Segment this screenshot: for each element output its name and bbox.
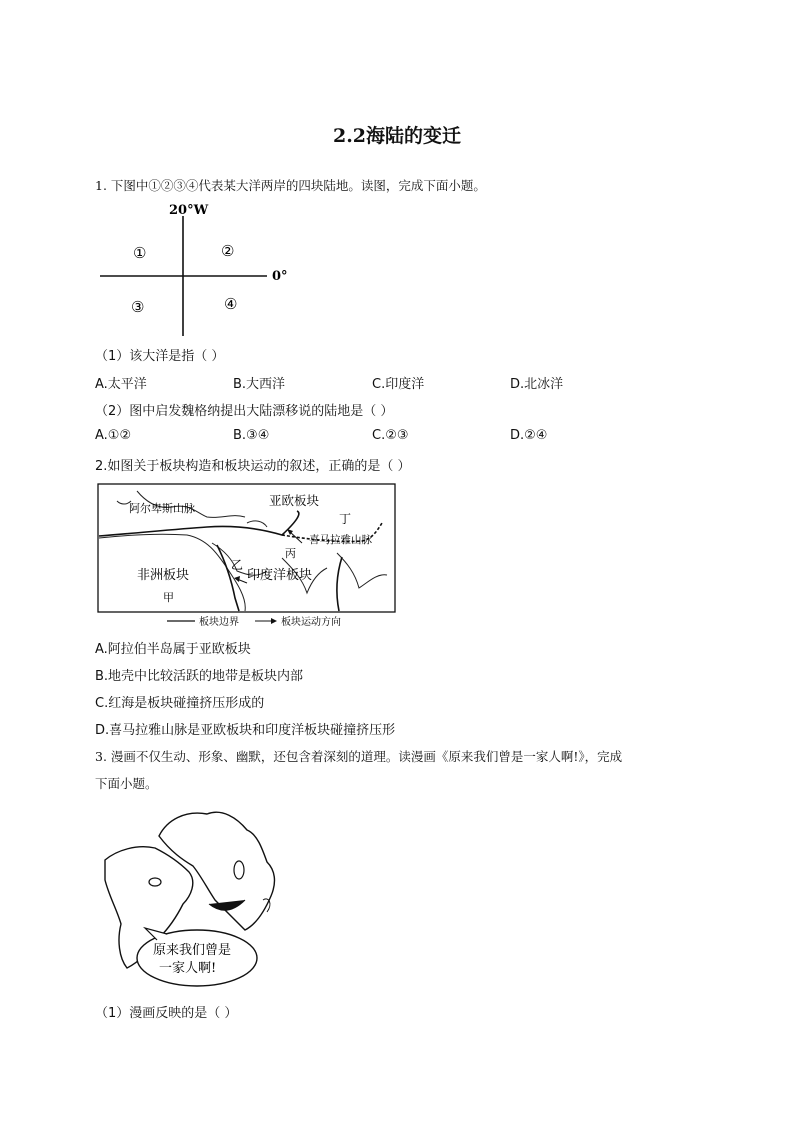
himalaya-label: 喜马拉雅山脉 [309,534,372,546]
q1-sub2-option-d[interactable]: D.②④ [510,428,548,443]
q1-sub1-option-b[interactable]: B.大西洋 [233,377,286,392]
region-1: ① [133,244,147,262]
q3-stem-line2: 下面小题。 [95,776,158,791]
q1-sub1-option-c[interactable]: C.印度洋 [372,377,425,392]
jia-label: 甲 [163,591,174,604]
q1-sub1-stem: （1）该大洋是指（ ） [95,349,225,364]
indian-plate-label: 印度洋板块 [247,568,313,583]
q2-option-d[interactable]: D.喜马拉雅山脉是亚欧板块和印度洋板块碰撞挤压形 [95,723,396,738]
page-title: 2.2海陆的变迁 [332,125,462,147]
q1-sub2-option-b[interactable]: B.③④ [233,428,270,443]
q2-option-b[interactable]: B.地壳中比较活跃的地带是板块内部 [95,669,304,684]
q1-sub1-option-d[interactable]: D.北冰洋 [510,377,564,392]
q1-figure [95,198,305,340]
q1-sub2-option-c[interactable]: C.②③ [372,428,409,443]
q2-stem: 2.如图关于板块构造和板块运动的叙述，正确的是（ ） [95,459,411,474]
q3-stem-line1: 3. 漫画不仅生动、形象、幽默，还包含着深刻的道理。读漫画《原来我们曾是一家人啊!》，完成 [95,749,623,764]
cartoon-figure [97,800,287,992]
q3-sub1-stem: （1）漫画反映的是（ ） [95,1006,238,1021]
bing-label: 丙 [285,547,296,560]
q2-option-a[interactable]: A.阿拉伯半岛属于亚欧板块 [95,642,251,657]
q2-option-c[interactable]: C.红海是板块碰撞挤压形成的 [95,696,265,711]
legend-boundary-label: 板块边界 [199,617,239,628]
alps-label: 阿尔卑斯山脉 [129,502,195,515]
legend-arrow-icon [271,618,277,624]
region-3: ③ [131,298,145,316]
lat-label: 0° [272,269,288,284]
yi-label: 乙 [231,558,244,572]
q1-stem: 1. 下图中①②③④代表某大洋两岸的四块陆地。读图，完成下面小题。 [95,178,486,193]
q1-sub2-option-a[interactable]: A.①② [95,428,132,443]
legend-direction-label: 板块运动方向 [281,617,341,628]
q1-sub2-stem: （2）图中启发魏格纳提出大陆漂移说的陆地是（ ） [95,404,394,419]
bubble-line1: 原来我们曾是 [153,943,232,958]
q1-sub1-option-a[interactable]: A.太平洋 [95,377,147,392]
african-plate-label: 非洲板块 [137,568,190,583]
region-4: ④ [224,295,238,313]
region-2: ② [221,242,235,260]
eurasian-plate-label: 亚欧板块 [269,493,320,508]
plate-map [97,483,397,633]
lon-label: 20°W [169,203,209,218]
bubble-line2: 一家人啊! [159,961,217,976]
ding-label: 丁 [339,512,352,526]
